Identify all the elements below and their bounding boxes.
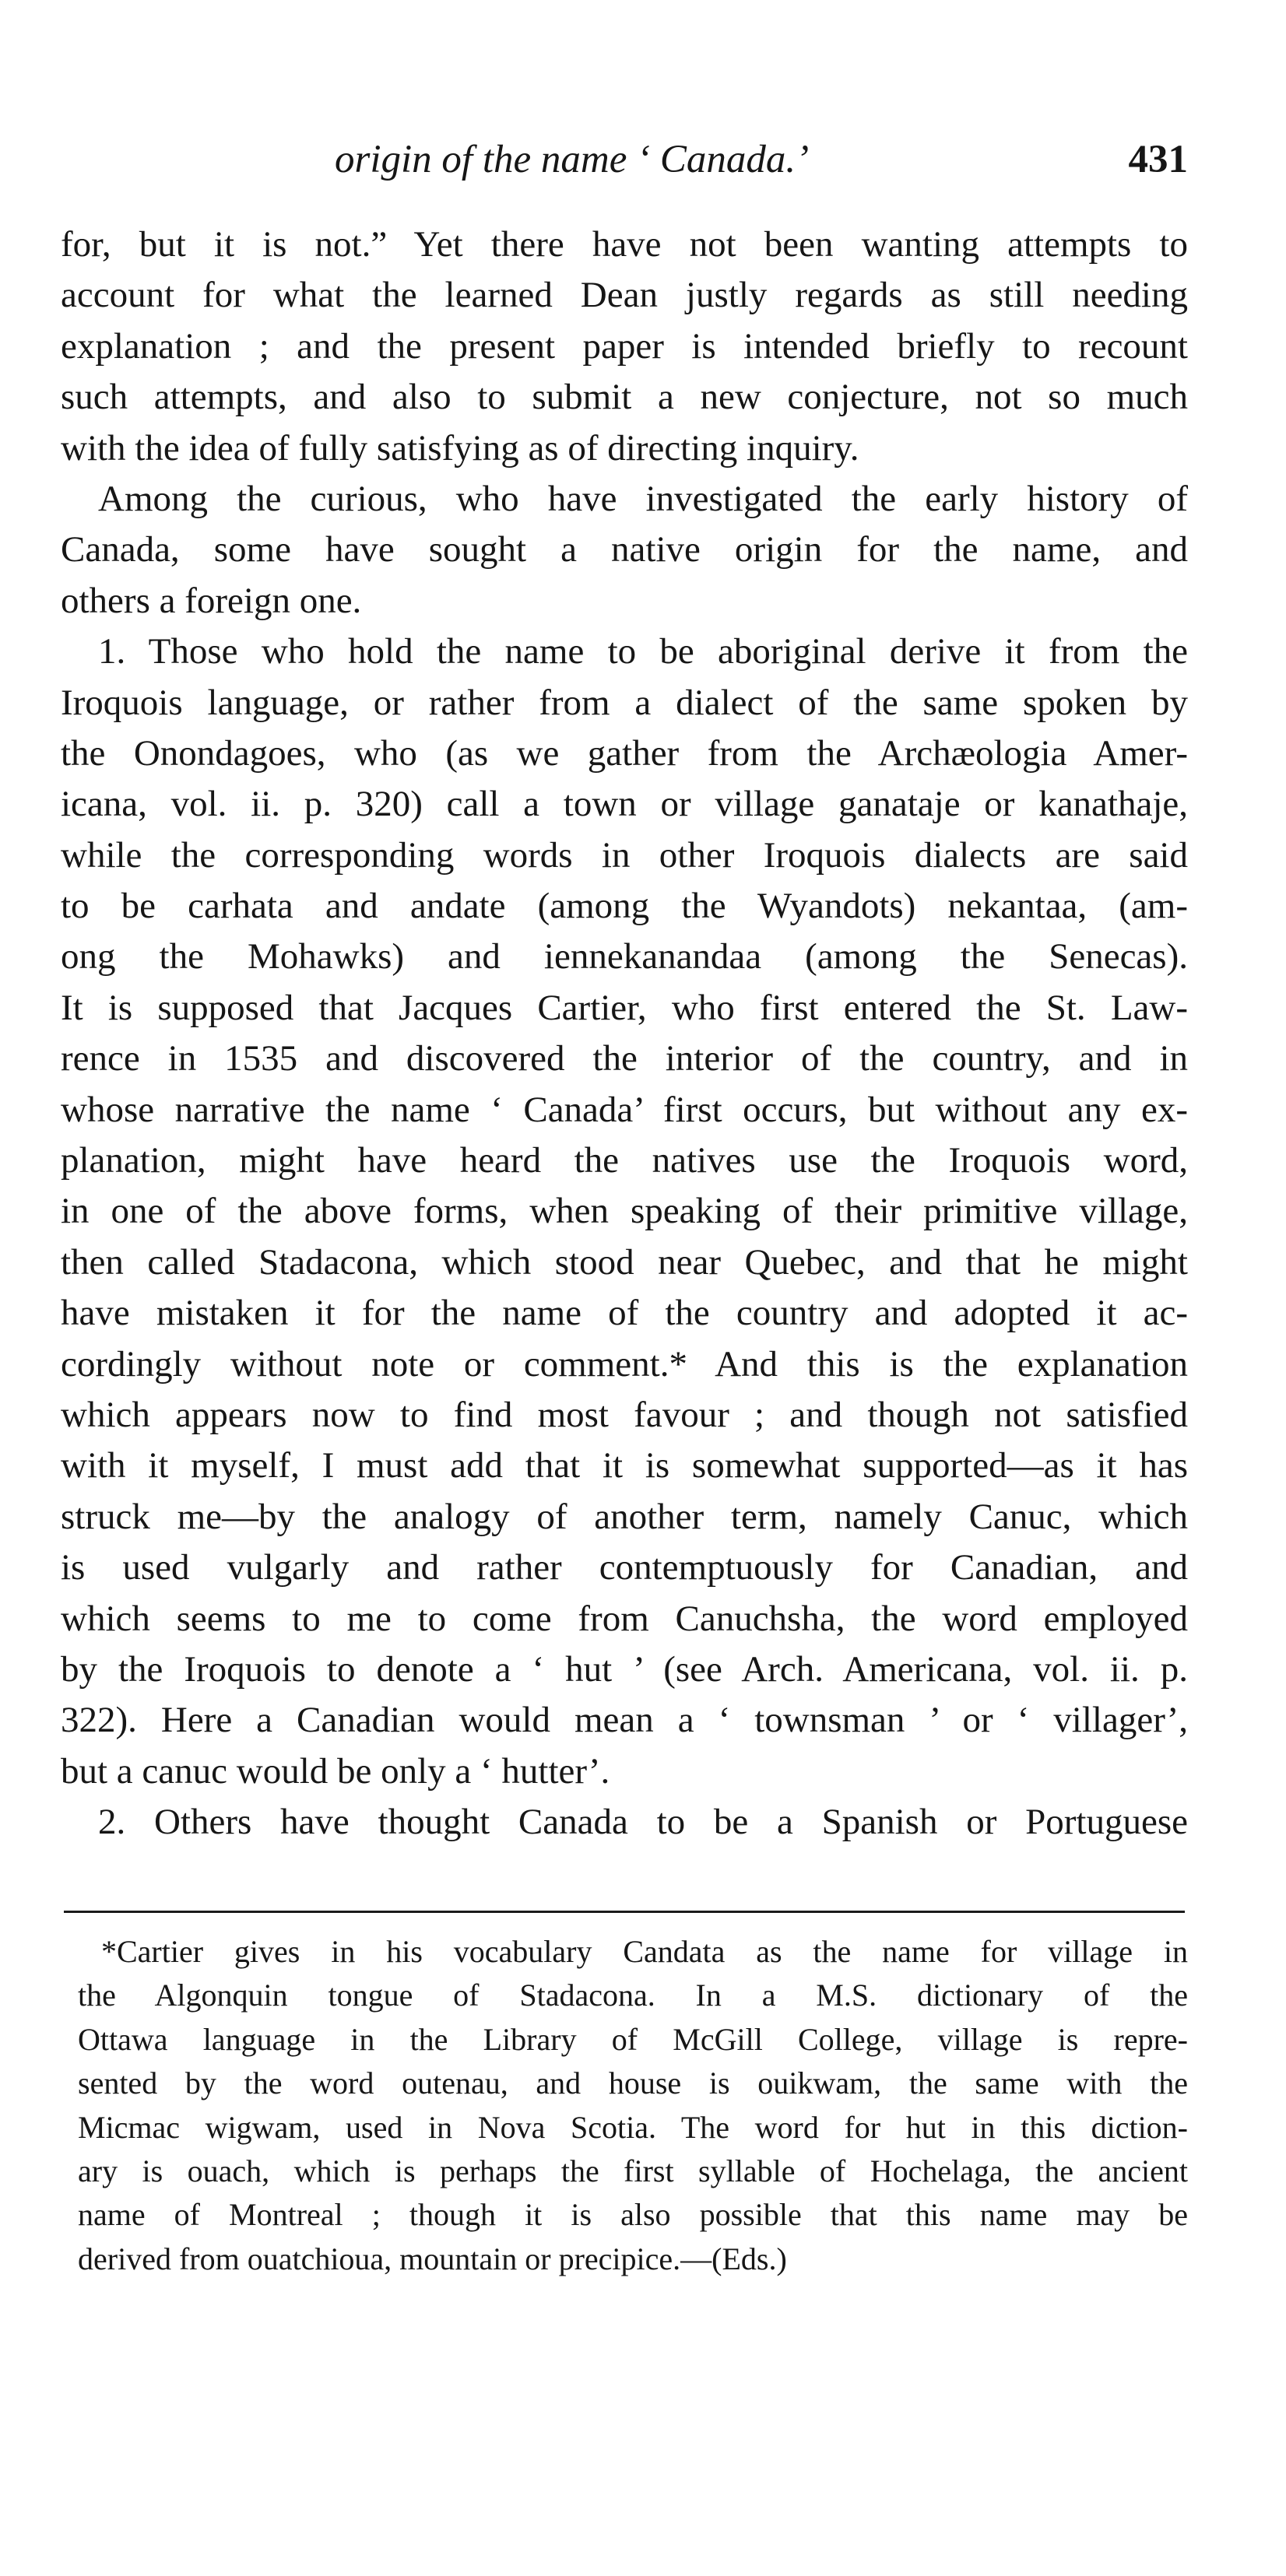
text-line: explanation ; and the present paper is intended briefly to recount [61,325,1188,367]
running-head [61,132,1188,187]
footnote-line: derived from ouatchioua, mountain or precipice.—(Eds.) [78,2241,787,2276]
footnote-line: *Cartier gives in his vocabulary Candata as the name for village in [101,1934,1188,1969]
text-line: by the Iroquois to denote a ‘ hut ’ (see Arch. Americana, vol. ii. p. [61,1648,1188,1690]
text-line: struck me—by the analogy of another term, namely Canuc, which [61,1496,1188,1537]
text-line: with the idea of fully satisfying as of directing inquiry. [61,427,859,469]
footnote-line: name of Montreal ; though it is also possible that this name may be [78,2197,1188,2233]
text-line: Canada, some have sought a native origin for the name, and [61,529,1188,570]
footnote-line: ary is ouach, which is perhaps the first syllable of Hochelaga, the ancient [78,2153,1188,2188]
text-line: with it myself, I must add that it is somewhat supported—as it has [61,1445,1188,1486]
footnote-line: Micmac wigwam, used in Nova Scotia. The word for hut in this diction- [78,2109,1188,2145]
text-line: whose narrative the name ‘ Canada’ first occurs, but without any ex- [61,1089,1188,1130]
text-line: ong the Mohawks) and iennekanandaa (among the Senecas). [61,936,1188,977]
text-line: but a canuc would be only a ‘ hutter’. [61,1750,610,1792]
text-line: for, but it is not.” Yet there have not been wanting attempts to [61,224,1188,265]
text-line: which seems to me to come from Canuchsha, the word employed [61,1598,1188,1639]
text-line: Iroquois language, or rather from a dialect of the same spoken by [61,682,1188,723]
text-line: the Onondagoes, who (as we gather from the Archæologia Amer- [61,732,1188,774]
footnote-line: sented by the word outenau, and house is ouikwam, the same with the [78,2065,1188,2101]
text-line: 2. Others have thought Canada to be a Spanish or Portuguese [98,1802,1188,1843]
text-line: cordingly without note or comment.* And this is the explanation [61,1343,1188,1385]
text-line: planation, might have heard the natives use the Iroquois word, [61,1140,1188,1181]
text-line: which appears now to find most favour ; and though not satisfied [61,1394,1188,1435]
text-line: is used vulgarly and rather contemptuously for Canadian, and [61,1547,1188,1588]
text-line: Among the curious, who have investigated the early history of [98,478,1188,519]
text-line: while the corresponding words in other Iroquois dialects are said [61,834,1188,876]
text-line: then called Stadacona, which stood near Quebec, and that he might [61,1241,1188,1283]
footnote-line: the Algonquin tongue of Stadacona. In a M.S. dictionary of the [78,1978,1188,2013]
text-line: rence in 1535 and discovered the interior of the country, and in [61,1038,1188,1079]
text-line: in one of the above forms, when speaking of their primitive village, [61,1191,1188,1232]
text-line: have mistaken it for the name of the country and adopted it ac- [61,1293,1188,1334]
footnote-line: Ottawa language in the Library of McGill College, village is repre- [78,2021,1188,2057]
text-line: others a foreign one. [61,580,362,621]
text-line: 1. Those who hold the name to be aboriginal derive it from the [98,631,1188,672]
text-line: It is supposed that Jacques Cartier, who first entered the St. Law- [61,987,1188,1028]
page-number: 431 [1128,138,1188,181]
footnote [78,1930,1188,2281]
running-title: origin of the name ‘ Canada.’ [335,138,810,181]
text-line: icana, vol. ii. p. 320) call a town or village ganataje or kanathaje, [61,784,1188,825]
text-line: 322). Here a Canadian would mean a ‘ townsman ’ or ‘ villager’, [61,1700,1188,1741]
body-text [61,219,1188,1848]
text-line: such attempts, and also to submit a new conjecture, not so much [61,377,1188,418]
text-line: to be carhata and andate (among the Wyandots) nekantaa, (am- [61,886,1188,927]
text-line: account for what the learned Dean justly regards as still needing [61,275,1188,316]
footnote-rule [64,1911,1185,1913]
